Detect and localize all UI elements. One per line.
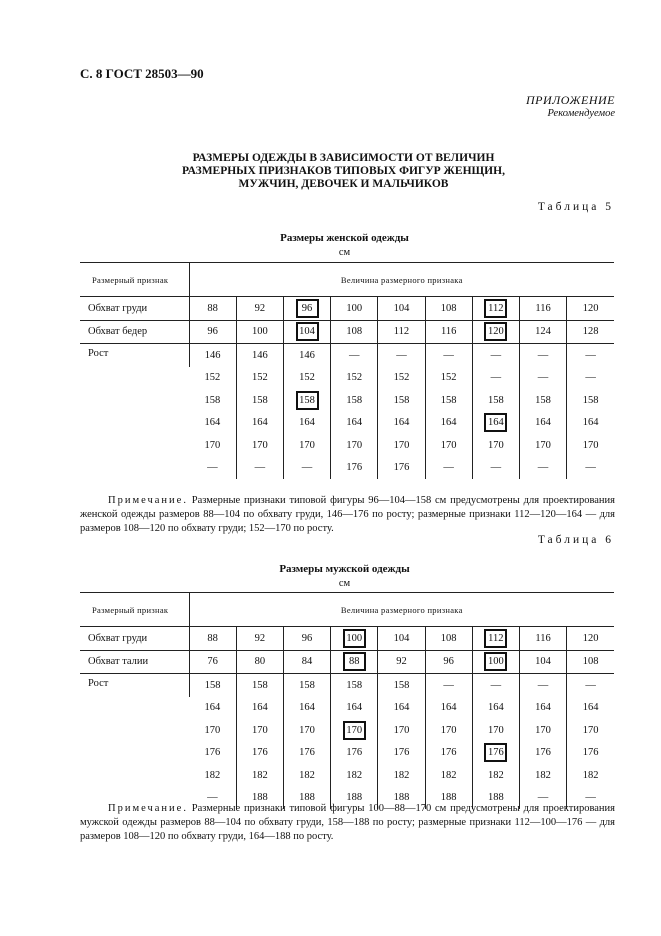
title-line-1: РАЗМЕРЫ ОДЕЖДЫ В ЗАВИСИМОСТИ ОТ ВЕЛИЧИН [192, 152, 495, 164]
table-cell: 116 [519, 297, 566, 321]
table-cell: 182 [236, 764, 283, 787]
table-cell: 170 [378, 719, 425, 742]
table-cell: 164 [425, 412, 472, 435]
table-cell: — [425, 674, 472, 697]
table-cell: — [207, 792, 218, 804]
table-cell: — [283, 457, 330, 480]
table-cell: 120 [567, 627, 614, 651]
boxed-value: 164 [484, 413, 507, 432]
title-line-2: РАЗМЕРНЫХ ПРИЗНАКОВ ТИПОВЫХ ФИГУР ЖЕНЩИН, [182, 165, 505, 177]
table-cell: — [472, 674, 519, 697]
table-cell: — [519, 457, 566, 480]
table6-unit-text: см [338, 578, 351, 589]
appendix-subtitle: Рекомендуемое [547, 108, 615, 119]
table-cell: 164 [378, 697, 425, 720]
table-cell: 164 [519, 697, 566, 720]
table-cell: 146 [283, 344, 330, 367]
boxed-value: 100 [484, 652, 507, 671]
table-cell: 170 [425, 434, 472, 457]
table-cell: 158 [378, 674, 425, 697]
table6-unit [0, 578, 661, 589]
row-label: Обхват груди [80, 297, 189, 321]
table-cell [283, 320, 330, 344]
table-cell: 170 [283, 434, 330, 457]
table-cell [472, 320, 519, 344]
table-cell [472, 412, 519, 435]
table-cell: 176 [331, 457, 378, 480]
table-cell: 164 [567, 412, 614, 435]
table-cell: 164 [236, 412, 283, 435]
table-cell: — [519, 344, 566, 367]
table-cell: 108 [567, 650, 614, 674]
boxed-value: 176 [484, 743, 507, 762]
table-row [80, 674, 614, 697]
boxed-value: 104 [296, 322, 319, 341]
table-cell: 164 [331, 697, 378, 720]
appendix-title: ПРИЛОЖЕНИЕ [526, 93, 615, 107]
table5-unit [0, 247, 661, 258]
table-cell: 158 [331, 674, 378, 697]
table6-caption [0, 563, 661, 575]
row-label: Обхват груди [80, 627, 189, 651]
table-cell: 176 [378, 742, 425, 765]
table-cell: 164 [236, 697, 283, 720]
table6-label: Таблица 6 [537, 534, 614, 546]
table-cell: 182 [567, 764, 614, 787]
table-cell: 128 [567, 320, 614, 344]
table-cell: 120 [567, 297, 614, 321]
table-cell: 176 [378, 457, 425, 480]
table-cell: 80 [236, 650, 283, 674]
table-cell: 170 [204, 724, 221, 736]
table5-note-lead: Примечание. [108, 495, 188, 506]
table-cell: 182 [283, 764, 330, 787]
table-row [80, 627, 614, 651]
table-cell: 182 [472, 764, 519, 787]
header-size-feature: Размерный признак [80, 593, 189, 627]
table-header-row [80, 263, 614, 297]
boxed-value: 88 [343, 652, 366, 671]
table-cell: 170 [236, 434, 283, 457]
table-cell: 158 [472, 389, 519, 412]
table-cell: 170 [567, 719, 614, 742]
table-cell: 158 [283, 674, 330, 697]
row-label: Обхват талии [80, 650, 189, 674]
table-cell: 146 [236, 344, 283, 367]
table5-note [80, 494, 615, 536]
table-cell: 170 [204, 439, 221, 451]
table-cell: 158 [189, 674, 236, 697]
table-cell: 164 [204, 417, 221, 429]
table-cell: 182 [331, 764, 378, 787]
table-cell: 96 [189, 320, 236, 344]
table-cell: 92 [236, 297, 283, 321]
table-cell: 188 [425, 787, 472, 810]
table-cell: — [207, 462, 218, 474]
header-size-feature: Размерный признак [80, 263, 189, 297]
table-cell: 152 [283, 367, 330, 390]
table-cell: 158 [425, 389, 472, 412]
table-cell: 164 [519, 412, 566, 435]
table-cell [472, 742, 519, 765]
table-cell: — [567, 367, 614, 390]
table-cell: 170 [567, 434, 614, 457]
table-cell: 182 [378, 764, 425, 787]
table5-caption-text: Размеры женской одежды [280, 232, 409, 244]
table-cell: 182 [519, 764, 566, 787]
table-cell: — [236, 457, 283, 480]
table-cell: 124 [519, 320, 566, 344]
table-cell: 100 [331, 297, 378, 321]
boxed-value: 96 [296, 299, 319, 318]
table-cell: — [378, 344, 425, 367]
table-cell: — [425, 344, 472, 367]
table-cell: 158 [519, 389, 566, 412]
table-cell: 104 [519, 650, 566, 674]
table-cell: 176 [331, 742, 378, 765]
table-cell: — [425, 457, 472, 480]
table-cell [283, 389, 330, 412]
boxed-value: 112 [484, 299, 507, 318]
table-row [80, 650, 614, 674]
table-cell: 188 [283, 787, 330, 810]
table-cell: 152 [378, 367, 425, 390]
table5-caption [0, 232, 661, 244]
table-cell: 182 [425, 764, 472, 787]
table-cell: 146 [189, 344, 236, 367]
table-cell: 170 [519, 719, 566, 742]
table-cell [283, 297, 330, 321]
boxed-value: 100 [343, 629, 366, 648]
table-cell: 92 [236, 627, 283, 651]
boxed-value: 120 [484, 322, 507, 341]
table-cell: 176 [236, 742, 283, 765]
table-cell: 176 [204, 747, 221, 759]
table-cell: 170 [472, 719, 519, 742]
boxed-value: 112 [484, 629, 507, 648]
boxed-value: 158 [296, 391, 319, 410]
table-cell: 96 [425, 650, 472, 674]
appendix-block [526, 94, 615, 120]
table-cell [331, 627, 378, 651]
document-title [0, 152, 661, 191]
table5-note-text: Размерные признаки типовой фигуры 96—104—158 см предусмотрены для проектирования женской одежды размеров 88—104 по обхвату груди, 146—176 по росту; размерные признаки 112—120—164 — для размеров 108—120 по обхвату груди; 152—170 по росту. [80, 495, 615, 534]
table-cell: 188 [331, 787, 378, 810]
table-cell: 108 [425, 297, 472, 321]
table-cell: — [472, 367, 519, 390]
table-cell: 164 [425, 697, 472, 720]
table-cell [331, 719, 378, 742]
table-cell: 108 [425, 627, 472, 651]
table-cell: — [519, 367, 566, 390]
row-label-stature: Рост [88, 348, 109, 359]
table-cell: 164 [472, 697, 519, 720]
table-cell: 84 [283, 650, 330, 674]
table-cell: — [567, 457, 614, 480]
table-cell: 76 [189, 650, 236, 674]
table-cell: 170 [378, 434, 425, 457]
table-cell: — [331, 344, 378, 367]
table-cell: 164 [567, 697, 614, 720]
table-cell: 104 [378, 297, 425, 321]
table-cell: 170 [519, 434, 566, 457]
table-cell: 158 [236, 389, 283, 412]
table-cell: 188 [236, 787, 283, 810]
table-cell: 100 [236, 320, 283, 344]
table-cell: 176 [567, 742, 614, 765]
table-cell: 152 [236, 367, 283, 390]
table-cell: — [567, 344, 614, 367]
table-cell [472, 650, 519, 674]
row-label: Обхват бедер [80, 320, 189, 344]
table-cell: 188 [472, 787, 519, 810]
header-feature-value: Величина размерного признака [189, 263, 614, 297]
table-cell: 182 [204, 769, 221, 781]
table-cell: 170 [425, 719, 472, 742]
table-cell: 158 [236, 674, 283, 697]
table6-note-lead: Примечание. [108, 803, 188, 814]
boxed-value: 170 [343, 721, 366, 740]
table-cell: — [567, 674, 614, 697]
table-cell: 112 [378, 320, 425, 344]
table-cell: 158 [567, 389, 614, 412]
table-header-row [80, 593, 614, 627]
table6-caption-text: Размеры мужской одежды [279, 563, 410, 575]
table-cell: — [519, 787, 566, 810]
table-row [80, 297, 614, 321]
page-header: С. 8 ГОСТ 28503—90 [80, 66, 204, 81]
table-cell: 176 [425, 742, 472, 765]
table-cell: — [567, 787, 614, 810]
table-cell: 170 [472, 434, 519, 457]
table-cell [331, 650, 378, 674]
table-cell: 170 [236, 719, 283, 742]
table5-unit-text: см [338, 247, 351, 258]
table-cell: 108 [331, 320, 378, 344]
header-feature-value: Величина размерного признака [189, 593, 614, 627]
table-cell: — [519, 674, 566, 697]
table-cell: 164 [204, 702, 221, 714]
table-cell: 116 [425, 320, 472, 344]
table-cell: 164 [283, 697, 330, 720]
table-cell: 116 [519, 627, 566, 651]
table-cell: — [472, 344, 519, 367]
table-cell: — [472, 457, 519, 480]
title-line-3: МУЖЧИН, ДЕВОЧЕК И МАЛЬЧИКОВ [238, 178, 449, 190]
table-row [80, 320, 614, 344]
table-cell: 188 [378, 787, 425, 810]
table-cell: 164 [378, 412, 425, 435]
table-cell: 96 [283, 627, 330, 651]
table6-note [80, 802, 615, 844]
table-cell: 104 [378, 627, 425, 651]
table-cell [472, 627, 519, 651]
table-cell: 88 [189, 627, 236, 651]
table-cell: 152 [425, 367, 472, 390]
table-cell: 164 [283, 412, 330, 435]
table-cell: 158 [378, 389, 425, 412]
table-cell: 176 [519, 742, 566, 765]
table-cell: 152 [204, 372, 221, 384]
table6-sizes [80, 592, 614, 809]
table5-label: Таблица 5 [537, 201, 614, 213]
table-cell: 170 [331, 434, 378, 457]
table-cell: 164 [331, 412, 378, 435]
table-cell: 170 [283, 719, 330, 742]
table-cell: 152 [331, 367, 378, 390]
table5-sizes [80, 262, 614, 479]
table6-note-text: Размерные признаки типовой фигуры 100—88—170 см предусмотрены для проектирования мужской одежды размеров 88—104 по обхвату груди, 158—188 по росту; размерные признаки 112—100—176 — для размеров 108—120 по обхвату груди, 164—188 по росту. [80, 803, 615, 842]
row-label-stature: Рост [88, 678, 109, 689]
table-cell: 176 [283, 742, 330, 765]
table-cell [472, 297, 519, 321]
table-cell: 88 [189, 297, 236, 321]
table-cell: 158 [331, 389, 378, 412]
table-cell: 92 [378, 650, 425, 674]
table-row [80, 344, 614, 367]
table-cell: 158 [204, 394, 221, 406]
